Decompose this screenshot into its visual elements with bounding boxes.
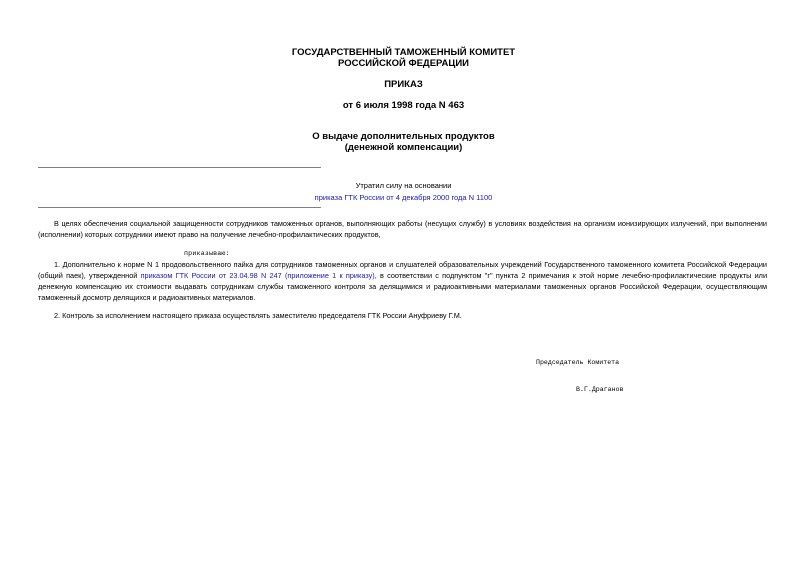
- document-date-number: от 6 июля 1998 года N 463: [342, 100, 465, 111]
- preamble-paragraph: В целях обеспечения социальной защищенности сотрудников таможенных органов, выполняющих работы (несущих службу) в условиях воздействия на организм ионизирующих излучений, при выполнении (исполнении) которых сотрудники имеют право на получение лечебно-профилактических продуктов,: [38, 219, 767, 239]
- authority-line-1: ГОСУДАРСТВЕННЫЙ ТАМОЖЕННЫЙ КОМИТЕТ: [291, 47, 516, 58]
- signatory-name: В.Г.Драганов: [576, 386, 624, 393]
- clause-1-text-end: , в соответствии с подпунктом "г" пункта 2 примечания к этой норме лечебно-профилактические продукты или денежную компенсацию их стоимости выдавать сотрудникам службы таможенного контроля за делящимися и радиоактивными материалами таможенных органов Российской Федерации, осуществляющим таможенный досмотр делящихся и радиоактивных материалов.: [38, 271, 768, 302]
- signature-block: [536, 340, 623, 412]
- divider-top: [38, 167, 321, 168]
- appendix-1-link[interactable]: (приложение 1 к приказу): [284, 271, 375, 280]
- subject-line-2: (денежной компенсации): [344, 142, 463, 153]
- issuing-authority: [0, 47, 807, 69]
- divider-bottom: [38, 207, 321, 208]
- authority-line-2: РОССИЙСКОЙ ФЕДЕРАЦИИ: [337, 58, 469, 69]
- document-type: ПРИКАЗ: [384, 79, 423, 90]
- repeal-order-link[interactable]: приказа ГТК России от 4 декабря 2000 года N 1100: [314, 193, 493, 202]
- order-247-link[interactable]: приказом ГТК России от 23.04.98 N 247: [140, 271, 282, 280]
- clause-1-text-start: 1. Дополнительно к норме N 1 продовольственного пайка для сотрудников таможенных органов и слушателей образовательных учреждений Государственного таможенного комитета Российской Федерации (общий паек), утвержденной: [38, 260, 767, 280]
- clause-1-paragraph: [38, 259, 767, 303]
- clause-2-paragraph: 2. Контроль за исполнением настоящего приказа осуществлять заместителю председателя ГТК России Ануфриеву Г.М.: [54, 311, 462, 320]
- repeal-notice: [300, 180, 507, 204]
- subject-line-1: О выдаче дополнительных продуктов: [312, 131, 495, 142]
- decree-word: приказываю:: [184, 250, 230, 257]
- document-subject: [0, 131, 807, 153]
- signatory-title: Председатель Комитета: [536, 359, 620, 366]
- repeal-text: Утратил силу на основании: [355, 181, 452, 190]
